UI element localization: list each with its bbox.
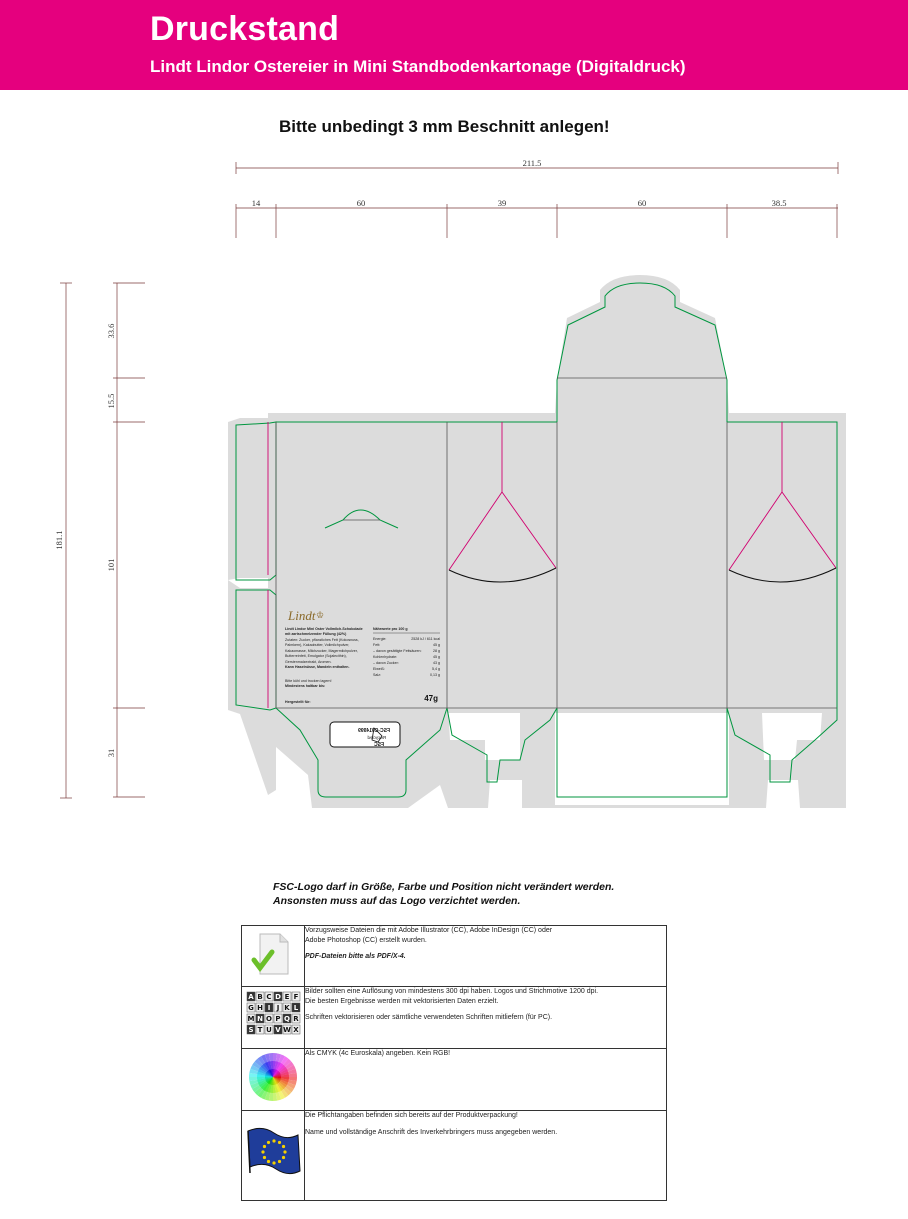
width-label: 39 (497, 198, 507, 208)
guideline-line: Schriften vektorisieren oder sämtliche verwendeten Schriften mitliefern (für PC). (305, 1014, 553, 1021)
svg-text:P: P (275, 1015, 281, 1023)
height-label: 15.5 (106, 393, 116, 409)
svg-text:E: E (284, 993, 290, 1001)
svg-text:Eiweiß:: Eiweiß: (373, 667, 385, 671)
print-guidelines-table (241, 925, 667, 1201)
svg-text:43 g: 43 g (433, 661, 440, 665)
svg-text:S: S (248, 1026, 254, 1034)
svg-text:Fett:: Fett: (373, 643, 381, 647)
guideline-line: Als CMYK (4c Euroskala) angeben. Kein RGB! (305, 1050, 451, 1057)
svg-text:mit zartschmelzender Füllung (: mit zartschmelzender Füllung (42%) (285, 632, 347, 636)
svg-text:5,4 g: 5,4 g (432, 667, 440, 671)
table-row (242, 926, 667, 987)
svg-text:A: A (248, 993, 254, 1001)
icon-cell (242, 1111, 305, 1201)
svg-text:Kann Haselnüsse, Mandeln entha: Kann Haselnüsse, Mandeln enthalten. (285, 665, 350, 669)
svg-text:R: R (293, 1015, 299, 1023)
guideline-text (305, 1049, 667, 1111)
color-wheel-icon (242, 1049, 304, 1105)
svg-text:B: B (257, 993, 263, 1001)
svg-text:Zutaten: Zucker, pflanzliches: Zutaten: Zucker, pflanzliches Fett (Kokosnuss, (285, 638, 359, 642)
brand-emblem-icon: ♔ (316, 610, 325, 620)
svg-text:G: G (248, 1004, 254, 1012)
guideline-line: Adobe Photoshop (CC) erstellt wurden. (305, 936, 427, 944)
total-width-label: 211.5 (522, 158, 542, 168)
svg-text:U: U (266, 1026, 272, 1034)
width-label: 60 (637, 198, 647, 208)
svg-text:V: V (275, 1026, 281, 1034)
table-row (242, 1049, 667, 1111)
bottom-tab-3 (557, 708, 727, 797)
total-height-label: 181.1 (54, 530, 64, 550)
table-row (242, 1111, 667, 1201)
guideline-line: Name und vollständige Anschrift des Inverkehrbringers muss angegeben werden. (305, 1128, 558, 1136)
guideline-line: Bilder sollten eine Auflösung von mindestens 300 dpi haben. Logos und Strichmotive 1200 dpi. (305, 988, 599, 995)
svg-text:L: L (293, 1004, 299, 1012)
svg-text:Energie:: Energie: (373, 637, 387, 641)
table-row (242, 987, 667, 1049)
eu-flag-icon (242, 1111, 304, 1195)
guideline-text (305, 926, 667, 987)
icon-cell (242, 987, 305, 1049)
width-label: 14 (251, 198, 261, 208)
guideline-text (305, 1111, 667, 1201)
height-label: 33.6 (106, 323, 116, 339)
net-weight: 47g (424, 694, 438, 703)
svg-text:45 g: 45 g (433, 643, 440, 647)
svg-text:K: K (284, 1004, 290, 1012)
guideline-line: Die besten Ergebnisse werden mit vektorisierten Daten erzielt. (305, 997, 499, 1005)
svg-text:C: C (266, 993, 272, 1001)
svg-text:T: T (257, 1026, 263, 1034)
svg-text:J: J (276, 1004, 280, 1012)
svg-text:2528 kJ / 611 kcal: 2528 kJ / 611 kcal (411, 637, 440, 641)
height-label: 31 (106, 748, 116, 758)
svg-text:FSC: FSC (374, 742, 384, 748)
fsc-logo (330, 722, 400, 748)
svg-text:Kohlenhydrate:: Kohlenhydrate: (373, 655, 398, 659)
svg-text:45 g: 45 g (433, 655, 440, 659)
svg-text:N: N (257, 1015, 263, 1023)
fsc-note (273, 880, 614, 908)
fsc-note-line: Ansonsten muss auf das Logo verzichtet werden. (273, 895, 521, 907)
svg-text:0,13 g: 0,13 g (430, 673, 440, 677)
svg-text:Gerstenmalzextrakt, Aromen.: Gerstenmalzextrakt, Aromen. (285, 660, 332, 664)
svg-text:D: D (275, 993, 281, 1001)
fsc-note-line: FSC-Logo darf in Größe, Farbe und Position nicht verändert werden. (273, 881, 615, 893)
page-subtitle: Lindt Lindor Ostereier in Mini Standbodenkartonage (Digitaldruck) (150, 57, 686, 76)
height-dimensions (60, 283, 145, 798)
file-check-icon (242, 926, 304, 981)
page-title: Druckstand (150, 10, 340, 48)
svg-text:Q: Q (284, 1015, 290, 1023)
svg-text:H: H (257, 1004, 263, 1012)
guideline-line: Die Pflichtangaben befinden sich bereits auf der Produktverpackung! (305, 1112, 518, 1119)
svg-text:FSC-C014999: FSC-C014999 (358, 728, 390, 734)
svg-text:Butterreinfett, Emulgator (Soj: Butterreinfett, Emulgator (Sojalecithin), (285, 654, 347, 658)
svg-text:Lindt Lindor Mini Oster Vollmi: Lindt Lindor Mini Oster Vollmilch-Schokolade (285, 627, 363, 631)
svg-text:I: I (267, 1004, 271, 1012)
icon-cell (242, 1049, 305, 1111)
icon-cell (242, 926, 305, 987)
svg-text:Bitte kühl und trocken lagern!: Bitte kühl und trocken lagern! (285, 679, 332, 683)
svg-text:– davon Zucker:: – davon Zucker: (373, 661, 399, 665)
svg-text:Nährwerte pro 100 g: Nährwerte pro 100 g (373, 627, 408, 631)
svg-text:Hergestellt für:: Hergestellt für: (285, 700, 311, 704)
guideline-text (305, 987, 667, 1049)
svg-text:28 g: 28 g (433, 649, 440, 653)
width-label: 38.5 (771, 198, 787, 208)
svg-text:Recycled: Recycled (367, 735, 386, 740)
svg-text:Palmkern), Kakaobutter, Vollmi: Palmkern), Kakaobutter, Vollmilchpulver, (285, 643, 350, 647)
svg-text:X: X (293, 1026, 299, 1034)
bleed-notice: Bitte unbedingt 3 mm Beschnitt anlegen! (279, 117, 610, 136)
svg-text:Mindestens haltbar bis:: Mindestens haltbar bis: (285, 684, 326, 688)
svg-text:M: M (247, 1015, 255, 1023)
svg-text:Salz:: Salz: (373, 673, 381, 677)
svg-text:O: O (266, 1015, 272, 1023)
svg-text:W: W (283, 1026, 291, 1034)
svg-text:– davon gesättigte Fettsäuren:: – davon gesättigte Fettsäuren: (373, 649, 422, 653)
height-label: 101 (106, 558, 116, 572)
svg-text:F: F (293, 993, 299, 1001)
font-letters-icon (242, 987, 304, 1043)
width-dimensions (236, 162, 838, 238)
svg-text:Kakaomasse, Milchzucker, Mager: Kakaomasse, Milchzucker, Magermilchpulver, (285, 649, 358, 653)
guideline-line: Vorzugsweise Dateien die mit Adobe Illustrator (CC), Adobe InDesign (CC) oder (305, 927, 553, 934)
width-label: 60 (356, 198, 366, 208)
guideline-emphasis: PDF-Dateien bitte als PDF/X-4. (305, 953, 406, 960)
brand-logo: Lindt (288, 608, 316, 623)
